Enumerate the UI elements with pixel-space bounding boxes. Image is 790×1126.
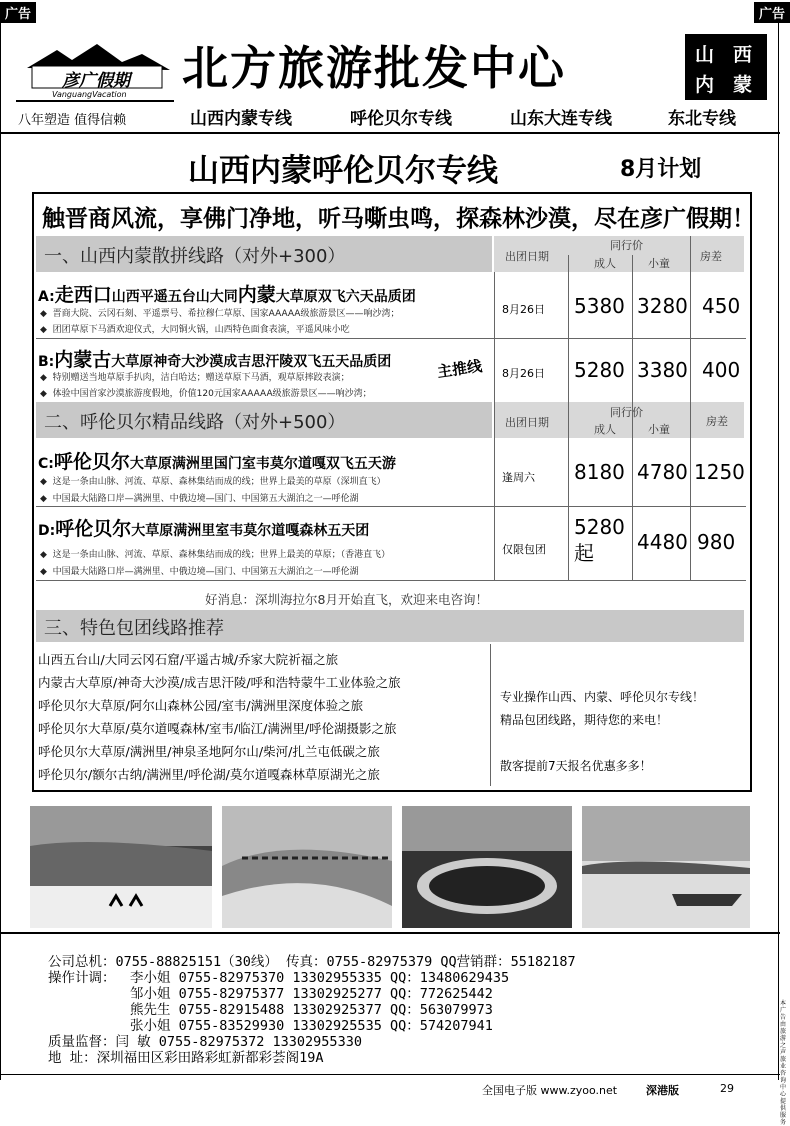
grassland-horse-photo bbox=[30, 806, 212, 928]
col-line-2 bbox=[568, 255, 569, 580]
pkg-note-1: 专业操作山西、内蒙、呼伦贝尔专线！ bbox=[500, 690, 705, 704]
footer-page: 29 bbox=[720, 1082, 734, 1095]
featured-stamp: 主推线 bbox=[436, 356, 484, 382]
region-char-2: 西 bbox=[733, 44, 753, 66]
col-line-1 bbox=[494, 272, 495, 580]
route-c-adult: 8180 bbox=[574, 460, 625, 484]
header-divider bbox=[0, 132, 780, 134]
route-d-bullet-2: ◆ 中国最大陆路口岸—满洲里、中俄边境—国门、中国第五大湖泊之一—呼伦湖 bbox=[40, 567, 359, 577]
header-line-4: 东北专线 bbox=[668, 109, 736, 129]
region-badge bbox=[685, 34, 767, 100]
route-b-adult: 5280 bbox=[574, 358, 625, 382]
route-a-date: 8月26日 bbox=[502, 303, 545, 316]
river-bend-photo bbox=[402, 806, 572, 928]
logo bbox=[22, 40, 172, 102]
route-c-room: 1250 bbox=[694, 460, 745, 484]
region-char-4: 蒙 bbox=[733, 74, 753, 96]
col-adult: 成人 bbox=[594, 257, 616, 270]
pkg-note-2: 精品包团线路，期待您的来电！ bbox=[500, 713, 669, 727]
section-3-bar bbox=[36, 610, 744, 642]
route-c-bullet-1: ◆ 这是一条由山脉、河流、草原、森林集结而成的线；世界上最美的草原（深圳直飞） bbox=[40, 477, 386, 487]
section-2-label: 二、呼伦贝尔精品线路（对外+500） bbox=[44, 412, 346, 433]
route-b-bullet-2: ◆ 体验中国首家沙漠旅游度假地，价值120元国家AAAAA级旅游景区——响沙湾； bbox=[40, 389, 372, 399]
header-title: 北方旅游批发中心 bbox=[182, 41, 566, 95]
route-d-bullet-1: ◆ 这是一条由山脉、河流、草原、森林集结而成的线；世界上最美的草原；（香港直飞） bbox=[40, 550, 391, 560]
col-date: 出团日期 bbox=[505, 250, 549, 263]
lake-boat-photo bbox=[582, 806, 750, 928]
route-c-date: 逢周六 bbox=[502, 471, 535, 484]
col-date-2: 出团日期 bbox=[505, 416, 549, 429]
main-title: 山西内蒙呼伦贝尔专线 bbox=[188, 153, 498, 189]
desert-camel-photo bbox=[222, 806, 392, 928]
logo-sub: VanguangVacation bbox=[52, 90, 127, 99]
col-adult-2: 成人 bbox=[594, 423, 616, 436]
route-b-title: B:内蒙古大草原神奇大沙漠成吉思汗陵双飞五天品质团 bbox=[38, 349, 392, 371]
pkg-col-line bbox=[490, 644, 491, 786]
contact-line-1: 公司总机：0755-88825151（30线） 传真：0755-82975379 QQ营销群：55182187 bbox=[48, 954, 576, 970]
ad-tag-left: 广告 bbox=[0, 2, 36, 23]
plan-label: 8月计划 bbox=[620, 157, 702, 182]
route-b-date: 8月26日 bbox=[502, 367, 545, 380]
header-line-3: 山东大连专线 bbox=[510, 109, 612, 129]
package-2: 内蒙古大草原/神奇大沙漠/成吉思汗陵/呼和浩特蒙牛工业体验之旅 bbox=[38, 675, 401, 690]
package-4: 呼伦贝尔大草原/莫尔道嘎森林/室韦/临江/满洲里/呼伦湖摄影之旅 bbox=[38, 721, 397, 736]
ops-2: 邹小姐 0755-82975377 13302925277 QQ：772625442 bbox=[130, 986, 493, 1002]
col-line-3 bbox=[632, 255, 633, 580]
pkg-note-3: 散客提前7天报名优惠多多！ bbox=[500, 759, 652, 773]
section-2-bar bbox=[36, 402, 492, 438]
contact-divider bbox=[0, 932, 780, 934]
route-a-bullet-1: ◆ 晋商大院、云冈石刻、平遥票号、希拉穆仁草原、国家AAAAA级旅游景区——响沙湾； bbox=[40, 309, 400, 319]
package-5: 呼伦贝尔大草原/满洲里/神泉圣地阿尔山/柴河/扎兰屯低碳之旅 bbox=[38, 744, 380, 759]
footer-divider bbox=[0, 1074, 780, 1075]
ops-1: 李小姐 0755-82975370 13302955335 QQ：13480629435 bbox=[130, 970, 510, 986]
divider-a bbox=[36, 338, 746, 339]
route-a-adult: 5380 bbox=[574, 294, 625, 318]
divider-d bbox=[36, 580, 746, 581]
package-1: 山西五台山/大同云冈石窟/平遥古城/乔家大院祈福之旅 bbox=[38, 652, 339, 667]
section-1-label: 一、山西内蒙散拼线路（对外+300） bbox=[44, 246, 346, 267]
logo-divider bbox=[16, 100, 174, 102]
divider-c bbox=[36, 506, 746, 507]
ad-tag-right: 广告 bbox=[754, 2, 790, 23]
route-a-title: A:走西口山西平遥五台山大同内蒙大草原双飞六天品质团 bbox=[38, 284, 416, 306]
good-news: 好消息：深圳海拉尔8月开始直飞，欢迎来电咨询！ bbox=[205, 592, 488, 607]
slogan: 八年塑造 值得信赖 bbox=[18, 113, 127, 128]
quality-contact: 质量监督：闫 敏 0755-82975372 13302955330 bbox=[48, 1034, 362, 1050]
address: 地 址：深圳福田区彩田路彩虹新都彩荟阁19A bbox=[48, 1050, 324, 1066]
package-3: 呼伦贝尔大草原/阿尔山森林公园/室韦/满洲里深度体验之旅 bbox=[38, 698, 364, 713]
banner: 触晋商风流，享佛门净地，听马嘶虫鸣，探森林沙漠，尽在彦广假期！ bbox=[42, 206, 755, 232]
col-child: 小童 bbox=[648, 257, 670, 270]
col-room: 房差 bbox=[700, 250, 722, 263]
col-line-4 bbox=[690, 236, 691, 580]
route-d-title: D:呼伦贝尔大草原满洲里室韦莫尔道嘎森林五天团 bbox=[38, 518, 370, 540]
header-line-2: 呼伦贝尔专线 bbox=[350, 109, 452, 129]
col-child-2: 小童 bbox=[648, 423, 670, 436]
route-d-date: 仅限包团 bbox=[502, 543, 546, 556]
logo-text: 彦广假期 bbox=[62, 71, 130, 91]
route-a-room: 450 bbox=[702, 294, 741, 318]
region-char-3: 内 bbox=[695, 74, 715, 96]
route-b-room: 400 bbox=[702, 358, 741, 382]
col-room-2: 房差 bbox=[706, 415, 728, 428]
route-c-child: 4780 bbox=[637, 460, 688, 484]
route-a-bullet-2: ◆ 团团草原下马酒欢迎仪式，大同铜火锅，山西特色面食表演，平遥风味小吃 bbox=[40, 325, 350, 335]
region-char-1: 山 bbox=[695, 44, 715, 66]
route-d-child: 4480 bbox=[637, 530, 688, 554]
package-6: 呼伦贝尔/额尔古纳/满洲里/呼伦湖/莫尔道嘎森林草原湖光之旅 bbox=[38, 767, 380, 782]
section-1-bar bbox=[36, 236, 492, 272]
route-b-child: 3380 bbox=[637, 358, 688, 382]
route-c-bullet-2: ◆ 中国最大陆路口岸—满洲里、中俄边境—国门、中国第五大湖泊之一—呼伦湖 bbox=[40, 494, 359, 504]
route-b-bullet-1: ◆ 特别赠送当地草原手扒肉，洁白哈达；赠送草原下马酒，观草原摔跤表演； bbox=[40, 373, 350, 383]
section-3-label: 三、特色包团线路推荐 bbox=[44, 618, 224, 639]
route-d-adult: 5280起 bbox=[574, 515, 625, 565]
ops-4: 张小姐 0755-83529930 13302925535 QQ：574207941 bbox=[130, 1018, 493, 1034]
route-a-child: 3280 bbox=[637, 294, 688, 318]
col-peer: 同行价 bbox=[610, 239, 643, 252]
ops-label: 操作计调： bbox=[48, 970, 116, 986]
header-line-1: 山西内蒙专线 bbox=[190, 109, 292, 129]
route-d-room: 980 bbox=[697, 530, 736, 554]
ops-3: 熊先生 0755-82915488 13302925377 QQ：563079973 bbox=[130, 1002, 493, 1018]
route-c-title: C:呼伦贝尔大草原满洲里国门室韦莫尔道嘎双飞五天游 bbox=[38, 451, 396, 473]
left-border bbox=[0, 20, 1, 1080]
right-border bbox=[778, 20, 779, 1080]
col-peer-2: 同行价 bbox=[610, 406, 643, 419]
footer-edition: 深港版 bbox=[646, 1084, 679, 1097]
side-text: 本广告由旅游之声旅业咨询中心提供服务 bbox=[780, 1000, 787, 1126]
footer-web: 全国电子版 www.zyoo.net bbox=[482, 1084, 618, 1097]
